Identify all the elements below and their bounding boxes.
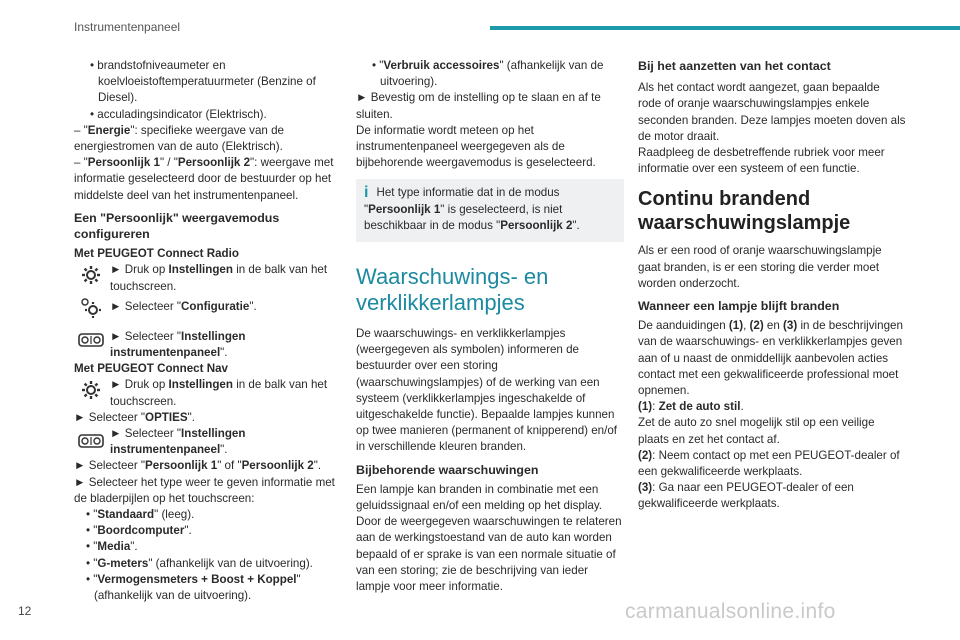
step-row: ► Selecteer "Configuratie". <box>74 295 342 325</box>
step-row: ► Selecteer "Persoonlijk 1" of "Persoonlijk 2". <box>74 459 322 473</box>
list-item: • "Standaard" (leeg). <box>86 508 195 522</box>
step-row: ► Druk op Instellingen in de balk van het touchscreen. <box>74 262 342 294</box>
arrow-icon: ► <box>110 263 122 277</box>
step-row: ► Selecteer "Instellingen instrumentenpaneel". <box>74 426 342 458</box>
paragraph: Een lampje kan branden in combinatie met een geluidssignaal en/of een melding op het display. Door de weergegeven waarschuwingen te relateren aan de werkingstoestand van de auto kan worden bepaald of er sprake is van een normale situatie of van een storing; zie de beschrijving van ieder lampje voor meer informatie. <box>356 482 622 594</box>
code-line: (1): Zet de auto stil. <box>638 400 744 414</box>
arrow-icon: ► <box>74 459 86 473</box>
section-heading: Bij het aanzetten van het contact <box>638 59 831 73</box>
list-item: • "Media". <box>86 540 138 554</box>
gear-icon <box>78 262 104 288</box>
section-title: Waarschuwings- en verklikkerlampjes <box>356 264 549 316</box>
list-item: • "Vermogensmeters + Boost + Koppel" (afhankelijk van de uitvoering). <box>86 572 301 603</box>
paragraph: Als het contact wordt aangezet, gaan bepaalde rode of oranje waarschuwingslampjes enkele seconden branden. Deze lampjes moeten doven als de motor draait. <box>638 81 906 143</box>
car-dashboard-icon <box>78 325 104 351</box>
list-item: • "G-meters" (afhankelijk van de uitvoering). <box>86 556 313 570</box>
info-note: i Het type informatie dat in de modus "Persoonlijk 1" is geselecteerd, is niet beschikbaar in de modus "Persoonlijk 2". <box>356 179 624 242</box>
mode-energie: – "Energie": specifieke weergave van de energiestromen van de auto (Elektrisch). <box>74 123 284 154</box>
subheading-nav: Met PEUGEOT Connect Nav <box>74 362 228 376</box>
paragraph: De informatie wordt meteen op het instrumentenpaneel weergegeven als de bijbehorende weergavemodus is geselecteerd. <box>356 123 596 170</box>
step-row: ► Selecteer "OPTIES". <box>74 410 195 424</box>
step-row: ► Selecteer het type weer te geven informatie met de bladerpijlen op het touchscreen: <box>74 475 335 505</box>
section-title: Continu brandend waarschuwingslampje <box>638 188 851 235</box>
column-1 <box>74 58 342 604</box>
arrow-icon: ► <box>356 91 368 105</box>
paragraph: Raadpleeg de desbetreffende rubriek voor meer informatie over een systeem of een functie. <box>638 146 885 176</box>
section-heading: Wanneer een lampje blijft branden <box>638 299 840 314</box>
arrow-icon: ► <box>110 427 122 441</box>
running-header: Instrumentenpaneel <box>74 20 181 34</box>
paragraph: Als er een rood of oranje waarschuwingslampje gaat branden, is er een storing die verder moet worden onderzocht. <box>638 244 882 290</box>
column-2 <box>356 58 624 595</box>
column-3 <box>638 58 906 513</box>
code-line: (3): Ga naar een PEUGEOT-dealer of een gekwalificeerde werkplaats. <box>638 481 854 511</box>
subheading-radio: Met PEUGEOT Connect Radio <box>74 247 239 261</box>
page-number: 12 <box>18 604 32 618</box>
gear-icon <box>78 377 104 403</box>
list-item: • brandstofniveaumeter en koelvloeistoftemperatuurmeter (Benzine of Diesel). <box>90 59 316 105</box>
step-row: ► Druk op Instellingen in de balk van het touchscreen. <box>74 377 342 409</box>
code-line: (2): Neem contact op met een PEUGEOT-dealer of een gekwalificeerde werkplaats. <box>638 448 900 479</box>
arrow-icon: ► <box>110 329 122 343</box>
arrow-icon: ► <box>74 475 86 489</box>
settings-gear-icon <box>78 295 104 321</box>
mode-persoonlijk: – "Persoonlijk 1" / "Persoonlijk 2": weergave met informatie geselecteerd door de bestuurder op het middelste deel van het instrumentenpaneel. <box>74 156 334 202</box>
arrow-icon: ► <box>74 410 86 424</box>
arrow-icon: ► <box>110 299 122 313</box>
section-heading: Bijbehorende waarschuwingen <box>356 462 539 477</box>
list-item: • acculadingsindicator (Elektrisch). <box>90 107 267 121</box>
header-accent-bar <box>490 26 960 30</box>
step-row: ► Bevestig om de instelling op te slaan en af te sluiten. <box>356 91 601 121</box>
step-row: ► Selecteer "Instellingen instrumentenpaneel". <box>74 325 342 361</box>
info-icon: i <box>364 184 369 202</box>
arrow-icon: ► <box>110 378 122 392</box>
section-heading: Een "Persoonlijk" weergavemodus configureren <box>74 210 280 242</box>
paragraph: De waarschuwings- en verklikkerlampjes (weergegeven als symbolen) informeren de bestuurder over een storing (waarschuwingslampjes) of de werking van een systeem (verklikkerlampjes ingeschakelde of uitgeschakelde functie). Bepaalde lampjes kunnen op twee manieren (permanent of knipperend) en/of in verschillende kleuren branden. <box>356 327 618 454</box>
paragraph: Zet de auto zo snel mogelijk stil op een veilige plaats en zet het contact af. <box>638 416 875 446</box>
car-dashboard-icon <box>78 426 104 452</box>
watermark: carmanualsonline.info <box>625 600 836 623</box>
paragraph: De aanduidingen (1), (2) en (3) in de beschrijvingen van de waarschuwings- en verklikkerlampjes geven aan of u naast de onmiddellijk aanbevolen acties contact met een gekwalificeerde professional moet opnemen. <box>638 319 903 398</box>
list-item: • "Boordcomputer". <box>86 524 192 538</box>
list-item: • "Verbruik accessoires" (afhankelijk van de uitvoering). <box>372 59 604 89</box>
